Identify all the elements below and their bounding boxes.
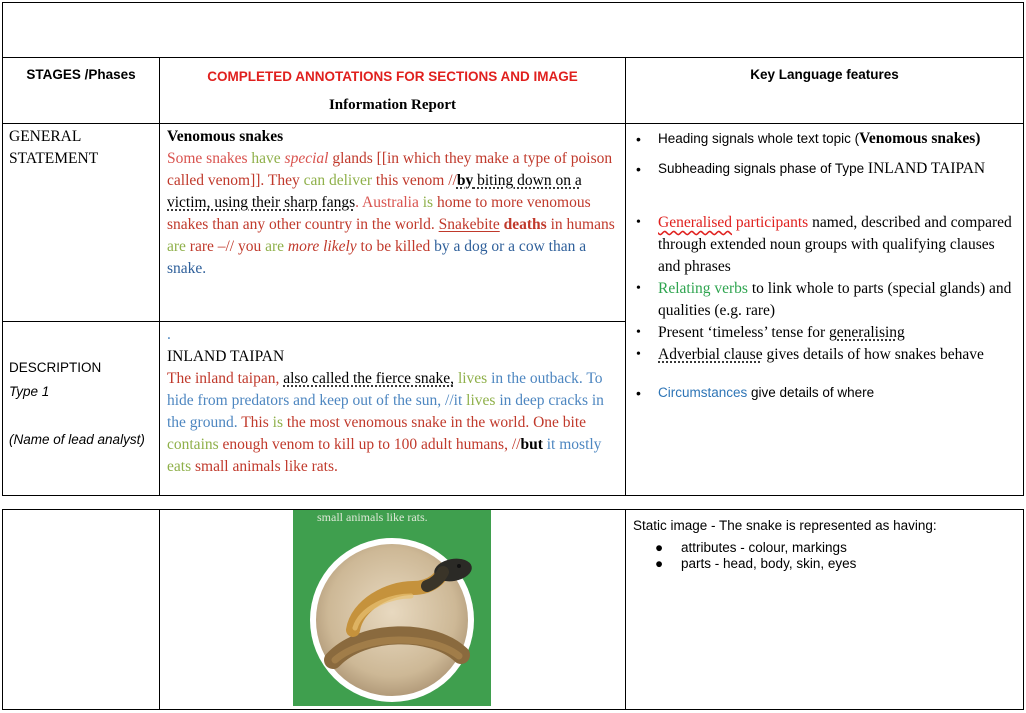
- text-span: lives: [454, 370, 488, 387]
- feature-item: [658, 382, 1017, 404]
- bullet-dot: ●: [655, 556, 664, 571]
- text-span: but: [520, 436, 543, 453]
- stage-general-statement: GENERAL STATEMENT: [9, 128, 99, 167]
- feature-item: [658, 158, 1017, 180]
- text-span: enough venom to kill up to 100 adult humans, //: [218, 436, 521, 453]
- stages-header-cell: [3, 58, 160, 124]
- text-span: are: [265, 238, 285, 255]
- text-span: biting down on a victim, using their sharp fangs: [167, 172, 582, 211]
- key-features-header-cell: [626, 58, 1024, 124]
- stage-lead-analyst: (Name of lead analyst): [9, 432, 145, 447]
- image-caption: small animals like rats.: [317, 510, 428, 524]
- text-span: in humans: [546, 216, 615, 233]
- static-image-cell: [626, 510, 1024, 710]
- bullet-dot: ●: [655, 540, 664, 555]
- text-span: are: [167, 238, 186, 255]
- text-span: lives: [466, 392, 496, 409]
- text-span: Generalised: [658, 214, 733, 231]
- description-text-cell: [160, 322, 626, 496]
- text-span: in the outback. To hide from predators and keep out of the sun, //it: [167, 370, 603, 409]
- text-span: . Australia: [355, 194, 423, 211]
- text-span: Adverbial clause: [658, 346, 763, 363]
- general-statement-text-cell: [160, 124, 626, 322]
- stage-type: Type 1: [9, 384, 50, 399]
- text-span: deaths: [499, 216, 547, 233]
- key-features-header: Key Language features: [750, 67, 899, 82]
- text-span: Relating verbs: [658, 280, 748, 297]
- bullet-item: [655, 540, 1017, 556]
- static-image-bullets: [633, 540, 1017, 572]
- text-span: also called the fierce snake,: [283, 370, 455, 387]
- feature-item: [658, 128, 1017, 150]
- text-span: This: [237, 414, 273, 431]
- text-span: participants: [732, 214, 809, 231]
- text-span: to be killed: [356, 238, 435, 255]
- image-stage-cell: [3, 510, 160, 710]
- text-span: eats: [167, 458, 192, 475]
- text-span: have: [251, 150, 285, 167]
- text-span: Present ‘timeless’ tense for: [658, 324, 830, 341]
- annotations-title: COMPLETED ANNOTATIONS FOR SECTIONS AND IMAGE: [207, 69, 578, 84]
- general-statement-cell: [3, 124, 160, 322]
- text-span: in deep cracks in the ground.: [167, 392, 604, 431]
- text-span: contains: [167, 436, 219, 453]
- feature-item: [658, 212, 1017, 278]
- annotation-table: [2, 2, 1024, 496]
- text-span: The inland taipan,: [167, 370, 284, 387]
- bullet-item: [655, 556, 1017, 572]
- text-span: the most venomous snake in the world. One bite: [282, 414, 587, 431]
- text-span: by a dog or a cow than a snake.: [167, 238, 587, 277]
- key-features-list: [626, 128, 1017, 404]
- text-span: it: [542, 436, 560, 453]
- text-span: glands [[in which they make a type of poison called venom]]. They: [167, 150, 613, 189]
- text-span: attributes - colour, markings: [681, 540, 847, 555]
- text-span: Circumstances: [658, 385, 748, 400]
- text-span: gives details of how snakes behave: [762, 346, 984, 363]
- feature-item: [658, 322, 1017, 344]
- dot-marker: .: [167, 326, 171, 343]
- annotations-header-cell: [160, 58, 626, 124]
- key-features-cell: [626, 124, 1024, 496]
- text-span: mostly: [559, 436, 602, 453]
- heading-venomous-snakes: Venomous snakes: [167, 128, 284, 145]
- text-span: INLAND TAIPAN: [867, 160, 986, 177]
- text-span: Snakebite: [438, 216, 500, 233]
- stage-description: DESCRIPTION: [9, 360, 102, 375]
- report-type: Information Report: [328, 97, 457, 113]
- general-statement-paragraph: [167, 148, 618, 280]
- text-span: is: [422, 194, 434, 211]
- text-span: by: [456, 172, 474, 189]
- feature-item: [658, 344, 1017, 366]
- text-span: generalising: [829, 324, 905, 341]
- snake-photo: [293, 510, 491, 706]
- description-paragraph: [167, 368, 618, 478]
- text-span: parts - head, body, skin, eyes: [681, 556, 857, 571]
- stages-header: STAGES /Phases: [26, 67, 136, 82]
- text-span: to link whole to parts (special glands) and qualities (e.g. rare): [658, 280, 1012, 319]
- empty-title-row: [3, 3, 1024, 58]
- text-span: home to more venomous snakes than any other country in the world.: [167, 194, 591, 233]
- image-table: [2, 509, 1024, 710]
- snake-illustration: [293, 510, 491, 706]
- text-span: rare –// you: [185, 238, 266, 255]
- text-span: Heading signals whole text topic (: [658, 131, 860, 146]
- text-span: Venomous snakes): [859, 130, 981, 147]
- text-span: give details of where: [747, 385, 875, 400]
- text-span: named, described and compared through extended noun groups with qualifying clauses and phrases: [658, 214, 1012, 275]
- text-span: special: [284, 150, 329, 167]
- text-span: more likely: [284, 238, 357, 255]
- text-span: small animals like rats.: [191, 458, 338, 475]
- static-image-description: Static image - The snake is represented as having:: [633, 518, 937, 533]
- text-span: this venom //: [372, 172, 457, 189]
- text-span: is: [272, 414, 283, 431]
- text-span: Some snakes: [167, 150, 252, 167]
- feature-item: [658, 278, 1017, 322]
- heading-inland-taipan: INLAND TAIPAN: [167, 348, 285, 365]
- description-cell: [3, 322, 160, 496]
- text-span: Subheading signals phase of Type: [658, 161, 868, 176]
- text-span: can deliver: [303, 172, 373, 189]
